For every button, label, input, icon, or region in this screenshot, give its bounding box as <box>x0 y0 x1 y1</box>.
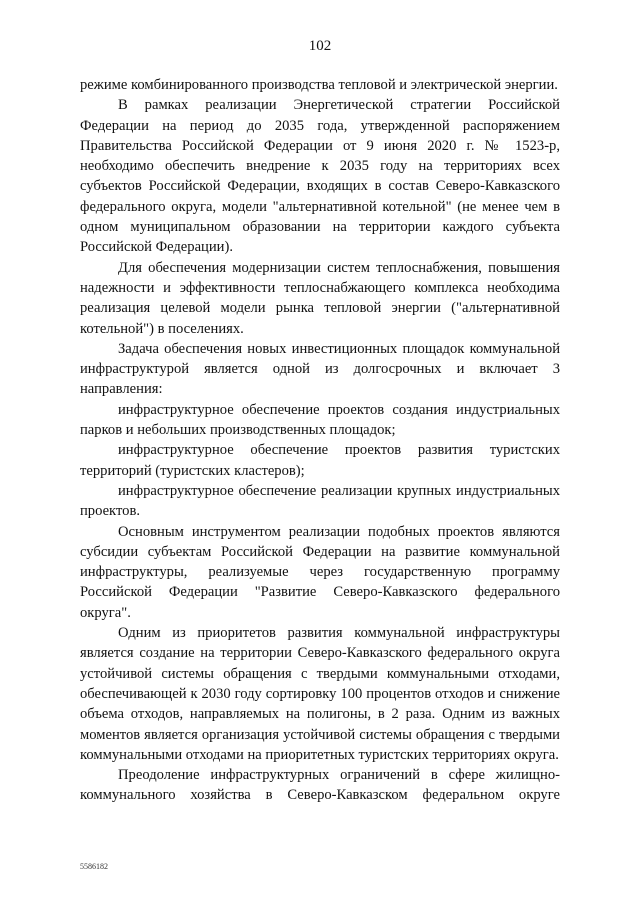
paragraph-energy-strategy: В рамках реализации Энергетической стратегии Российской Федерации на период до 2035 года, утвержденной распоряжением Правительства Российской Федерации от 9 июня 2020 г. № 1523-р, необходимо обеспечить внедрение к 2035 году на территориях всех субъектов Российской Федерации, входящих в состав Северо-Кавказского федерального округа, модели "альтернативной котельной" (не менее чем в одном муниципальном образовании на территории каждого субъекта Российской Федерации). <box>80 97 560 256</box>
list-item-tourist-territories: инфраструктурное обеспечение проектов развития туристских территорий (туристских кластеров); <box>80 442 560 479</box>
paragraph-subsidies: Основным инструментом реализации подобных проектов являются субсидии субъектам Российской Федерации на развитие коммунальной инфраструктуры, реализуемые через государственную программу Российской Федерации "Развитие Северо-Кавказского федерального округа". <box>80 523 560 621</box>
paragraph-investment-sites: Задача обеспечения новых инвестиционных площадок коммунальной инфраструктурой является одной из долгосрочных и включает 3 направления: <box>80 340 560 398</box>
document-code: 5586182 <box>80 862 108 871</box>
paragraph-infrastructure-constraints: Преодоление инфраструктурных ограничений в сфере жилищно-коммунального хозяйства в Северо-Кавказском федеральном округе <box>80 767 560 804</box>
paragraph-continuation: режиме комбинированного производства тепловой и электрической энергии. <box>80 77 558 93</box>
page-number: 102 <box>308 38 332 54</box>
list-item-industrial-projects: инфраструктурное обеспечение реализации крупных индустриальных проектов. <box>80 482 560 520</box>
paragraph-heat-supply-modernization: Для обеспечения модернизации систем теплоснабжения, повышения надежности и эффективности теплоснабжающего комплекса необходима реализация целевой модели рынка тепловой энергии ("альтернативной котельной") в поселениях. <box>80 259 560 337</box>
list-item-industrial-parks: инфраструктурное обеспечение проектов создания индустриальных парков и небольших производственных площадок; <box>80 401 560 439</box>
paragraph-waste-management: Одним из приоритетов развития коммунальной инфраструктуры является создание на территории Северо-Кавказского федерального округа устойчивой системы обращения с твердыми коммунальными отходами, обеспечивающей к 2030 году сортировку 100 процентов отходов и снижение объема отходов, направляемых на полигоны, в 2 раза. Одним из важных моментов является организация устойчивой системы обращения с твердыми коммунальными отходами на приоритетных туристских территориях округа. <box>80 625 560 763</box>
document-body <box>80 75 560 806</box>
